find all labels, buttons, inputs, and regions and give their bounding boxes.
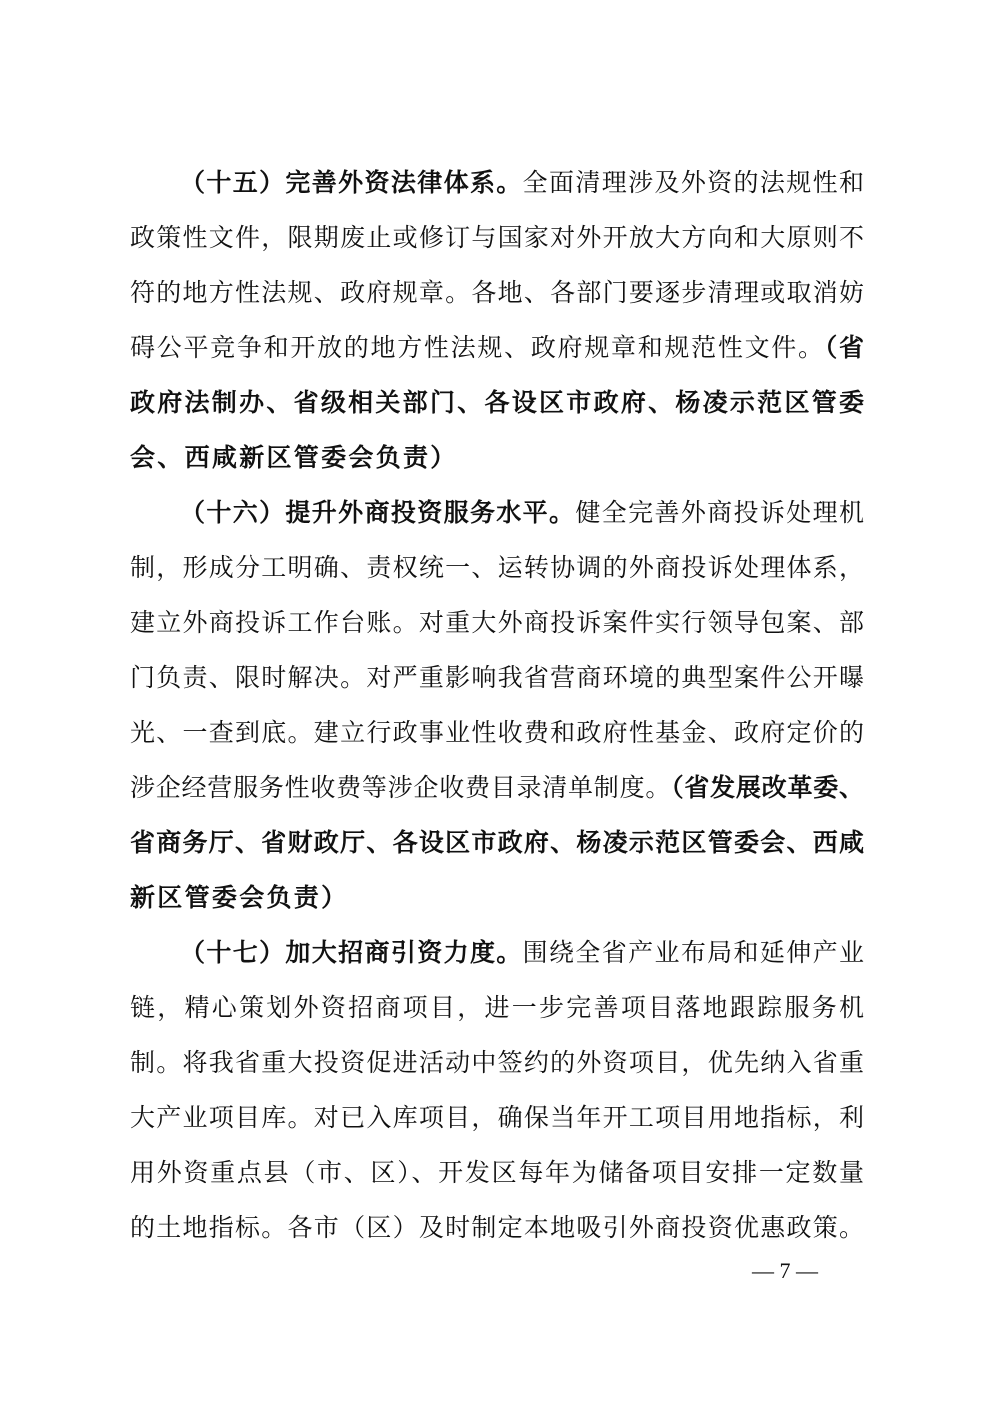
paragraph-2-line-2 [130,548,864,588]
paragraph-1-line-6 [130,438,864,478]
body-text: 用外资重点县（市、区）、开发区每年为储备项目安排一定数量 [130,1158,864,1187]
body-text: 制，形成分工明确、责权统一、运转协调的外商投诉处理体系， [130,553,864,582]
paragraph-1-line-4 [130,328,864,368]
body-text: 全面清理涉及外资的法规性和 [522,168,864,197]
bold-text: 政府法制办、省级相关部门、各设区市政府、杨凌示范区管委 [130,388,864,417]
body-text: 大产业项目库。对已入库项目，确保当年开工项目用地指标，利 [130,1103,864,1132]
body-text: 制。将我省重大投资促进活动中签约的外资项目，优先纳入省重 [130,1048,864,1077]
body-text: 涉企经营服务性收费等涉企收费目录清单制度。 [130,773,672,802]
paragraph-1-line-2 [130,218,864,258]
paragraph-3-line-3 [130,1043,864,1083]
body-text: 门负责、限时解决。对严重影响我省营商环境的典型案件公开曝 [130,663,864,692]
bold-text: 新区管委会负责） [130,883,349,912]
body-text: 健全完善外商投诉处理机 [575,498,864,527]
body-text: 碍公平竞争和开放的地方性法规、政府规章和规范性文件。 [130,333,825,362]
paragraph-1-line-5 [130,383,864,423]
paragraph-2-line-4 [130,658,864,698]
bold-text: 会、西咸新区管委会负责） [130,443,458,472]
paragraph-3-line-4 [130,1098,864,1138]
paragraph-1-line-3 [130,273,864,313]
paragraph-3-line-2 [130,988,864,1028]
paragraph-2-line-8 [130,878,864,918]
bold-text: （省发展改革委、 [671,773,864,802]
paragraph-3-line-1 [180,933,864,973]
bold-text: （十六）提升外商投资服务水平。 [180,498,576,527]
body-text: 链，精心策划外资招商项目，进一步完善项目落地跟踪服务机 [130,993,864,1022]
bold-text: （省 [824,333,864,362]
paragraph-2-line-1 [180,493,864,533]
paragraph-2-line-6 [130,768,864,808]
body-text: 政策性文件，限期废止或修订与国家对外开放大方向和大原则不 [130,223,864,252]
body-text: 围绕全省产业布局和延伸产业 [522,938,864,967]
bold-text: 省商务厅、省财政厅、各设区市政府、杨凌示范区管委会、西咸 [130,828,864,857]
bold-text: （十七）加大招商引资力度。 [180,938,523,967]
body-text: 的土地指标。各市（区）及时制定本地吸引外商投资优惠政策。 [130,1213,864,1242]
paragraph-2-line-7 [130,823,864,863]
body-text: 建立外商投诉工作台账。对重大外商投诉案件实行领导包案、部 [130,608,864,637]
paragraph-2-line-5 [130,713,864,753]
paragraph-2-line-3 [130,603,864,643]
bold-text: （十五）完善外资法律体系。 [180,168,523,197]
paragraph-3-line-6 [130,1208,864,1248]
body-text: 符的地方性法规、政府规章。各地、各部门要逐步清理或取消妨 [130,278,864,307]
paragraph-3-line-5 [130,1153,864,1193]
body-text: 光、一查到底。建立行政事业性收费和政府性基金、政府定价的 [130,718,864,747]
paragraph-1-line-1 [180,163,864,203]
page-number: — 7 — [752,1258,818,1283]
